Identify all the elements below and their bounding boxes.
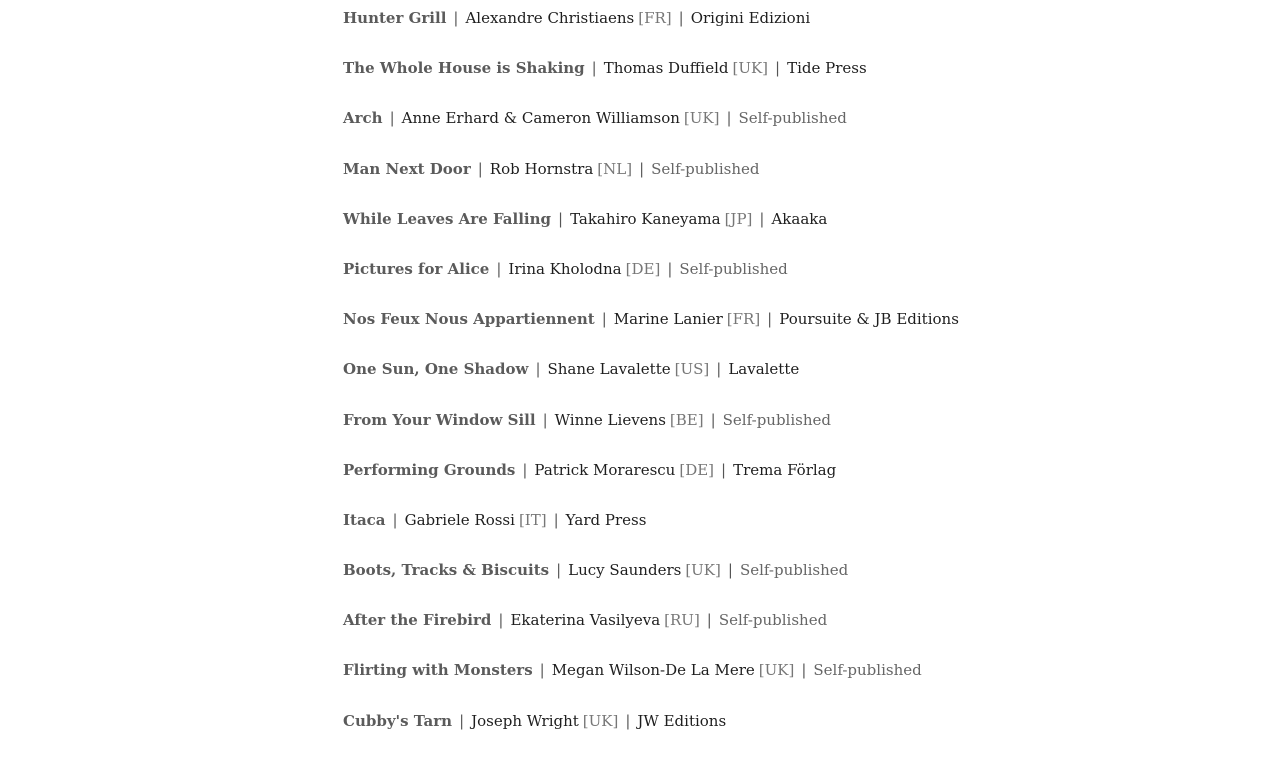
author-country: [US] bbox=[674, 360, 710, 379]
book-publisher: Self-published bbox=[722, 410, 831, 429]
list-item bbox=[343, 58, 959, 78]
book-author: Megan Wilson-De La Mere bbox=[551, 661, 755, 680]
book-title: Cubby's Tarn bbox=[343, 711, 453, 730]
list-item bbox=[343, 460, 959, 480]
book-title: Arch bbox=[343, 109, 383, 128]
book-title: Hunter Grill bbox=[343, 9, 447, 27]
book-title: Itaca bbox=[343, 510, 386, 529]
author-country: [IT] bbox=[518, 510, 547, 529]
book-title: Pictures for Alice bbox=[343, 259, 490, 278]
author-country: [BE] bbox=[669, 410, 704, 429]
author-country: [DE] bbox=[625, 259, 661, 278]
book-title: From Your Window Sill bbox=[343, 410, 536, 429]
separator: | bbox=[496, 259, 502, 278]
list-item bbox=[343, 610, 959, 630]
list-item bbox=[343, 108, 959, 128]
separator: | bbox=[542, 410, 548, 429]
separator: | bbox=[801, 661, 807, 680]
separator: | bbox=[601, 310, 607, 329]
book-publisher: Origini Edizioni bbox=[690, 9, 811, 27]
book-title: Performing Grounds bbox=[343, 460, 516, 479]
book-publisher: Self-published bbox=[718, 611, 828, 630]
separator: | bbox=[726, 109, 732, 128]
author-country: [UK] bbox=[582, 711, 619, 730]
author-country: [UK] bbox=[732, 59, 769, 78]
separator: | bbox=[710, 410, 716, 429]
book-publisher: Tide Press bbox=[787, 59, 867, 78]
separator: | bbox=[775, 59, 781, 78]
book-author: Gabriele Rossi bbox=[404, 510, 515, 529]
separator: | bbox=[706, 611, 712, 630]
book-author: Irina Kholodna bbox=[508, 259, 622, 278]
book-title: Boots, Tracks & Biscuits bbox=[343, 561, 550, 580]
separator: | bbox=[759, 209, 765, 228]
book-author: Ekaterina Vasilyeva bbox=[510, 611, 661, 630]
separator: | bbox=[539, 661, 545, 680]
book-author: Alexandre Christiaens bbox=[465, 9, 635, 27]
separator: | bbox=[767, 310, 773, 329]
separator: | bbox=[591, 59, 597, 78]
separator: | bbox=[727, 561, 733, 580]
separator: | bbox=[667, 259, 673, 278]
separator: | bbox=[459, 711, 465, 730]
book-publisher: Akaaka bbox=[771, 209, 828, 228]
list-item bbox=[343, 711, 959, 731]
book-publisher: Lavalette bbox=[728, 360, 800, 379]
list-item bbox=[343, 159, 959, 179]
author-country: [UK] bbox=[683, 109, 720, 128]
book-publisher: Yard Press bbox=[565, 510, 647, 529]
author-country: [DE] bbox=[679, 460, 715, 479]
book-author: Thomas Duffield bbox=[603, 59, 729, 78]
book-title: Nos Feux Nous Appartiennent bbox=[343, 310, 595, 329]
separator: | bbox=[477, 159, 483, 178]
book-title: One Sun, One Shadow bbox=[343, 360, 529, 379]
book-publisher: Poursuite & JB Editions bbox=[779, 310, 959, 329]
book-title: While Leaves Are Falling bbox=[343, 209, 551, 228]
book-author: Joseph Wright bbox=[471, 711, 579, 730]
separator: | bbox=[389, 109, 395, 128]
book-publisher: Self-published bbox=[739, 561, 849, 580]
book-author: Rob Hornstra bbox=[489, 159, 594, 178]
book-publisher: Self-published bbox=[738, 109, 847, 128]
book-title: Man Next Door bbox=[343, 159, 471, 178]
separator: | bbox=[498, 611, 504, 630]
separator: | bbox=[535, 360, 541, 379]
list-item bbox=[343, 410, 959, 430]
author-country: [UK] bbox=[685, 561, 721, 580]
book-publisher: Self-published bbox=[679, 259, 788, 278]
separator: | bbox=[716, 360, 722, 379]
book-list bbox=[343, 8, 959, 761]
author-country: [RU] bbox=[664, 611, 700, 630]
list-item bbox=[343, 510, 959, 530]
book-publisher: Trema Förlag bbox=[733, 460, 837, 479]
list-item bbox=[343, 560, 959, 580]
separator: | bbox=[522, 460, 528, 479]
separator: | bbox=[558, 209, 564, 228]
separator: | bbox=[556, 561, 562, 580]
separator: | bbox=[639, 159, 645, 178]
separator: | bbox=[678, 9, 684, 27]
book-author: Winne Lievens bbox=[554, 410, 666, 429]
book-author: Shane Lavalette bbox=[547, 360, 671, 379]
separator: | bbox=[453, 9, 459, 27]
book-title: After the Firebird bbox=[343, 611, 492, 630]
book-author: Lucy Saunders bbox=[568, 561, 682, 580]
list-item bbox=[343, 209, 959, 229]
author-country: [UK] bbox=[758, 661, 795, 680]
separator: | bbox=[625, 711, 631, 730]
list-item bbox=[343, 660, 959, 680]
author-country: [NL] bbox=[597, 159, 633, 178]
author-country: [FR] bbox=[726, 310, 761, 329]
separator: | bbox=[721, 460, 727, 479]
author-country: [JP] bbox=[724, 209, 753, 228]
list-item bbox=[343, 309, 959, 329]
book-author: Anne Erhard & Cameron Williamson bbox=[401, 109, 680, 128]
book-author: Patrick Morarescu bbox=[534, 460, 676, 479]
separator: | bbox=[392, 510, 398, 529]
book-author: Takahiro Kaneyama bbox=[570, 209, 721, 228]
book-title: The Whole House is Shaking bbox=[343, 59, 585, 78]
book-publisher: JW Editions bbox=[637, 711, 727, 730]
book-title: Flirting with Monsters bbox=[343, 661, 533, 680]
book-publisher: Self-published bbox=[651, 159, 760, 178]
book-author: Marine Lanier bbox=[613, 310, 723, 329]
author-country: [FR] bbox=[638, 9, 672, 27]
book-publisher: Self-published bbox=[813, 661, 922, 680]
list-item bbox=[343, 259, 959, 279]
list-item bbox=[343, 8, 959, 28]
separator: | bbox=[553, 510, 559, 529]
list-item bbox=[343, 359, 959, 379]
